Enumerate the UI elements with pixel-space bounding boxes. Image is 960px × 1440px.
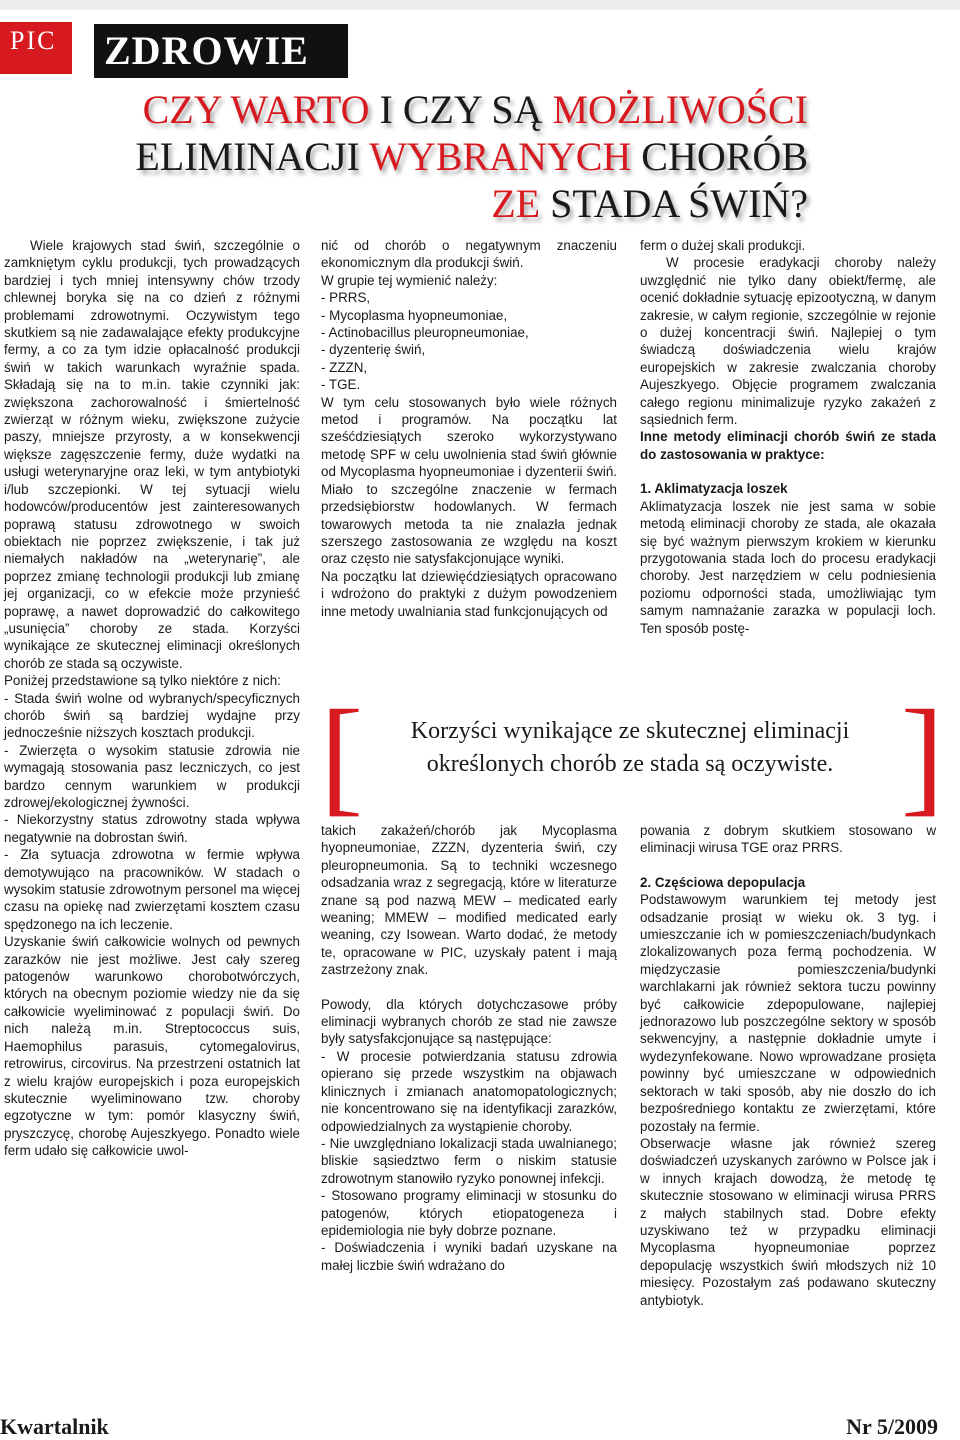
headline-part: CHORÓB [631,134,808,179]
list-item: - Actinobacillus pleuropneumoniae, [321,325,529,341]
article-column-3-lower [640,822,936,1309]
list-item: - Doświadczenia i wyniki badań uzyskane na małej liczbie świń wdrażano do [321,1240,617,1273]
section-label: ZDROWIE [104,28,309,73]
headline-part: CZY WARTO [142,87,370,132]
list-item: - Niekorzystny status zdrowotny stada wpływa negatywnie na dobrostan świń. [4,812,300,845]
paragraph: W grupie tej wymienić należy: [321,272,498,288]
list-item: - dyzenterię świń, [321,342,426,358]
article-headline [135,86,808,227]
paragraph: takich zakażeń/chorób jak Mycoplasma hyopneumoniae, ZZZN, dyzenteria świń, czy pleuropneumonia. Są to techniki wczesnego odsadzania wraz z segregacją, które w literaturze znane są pod nazwą MEW – medicated early weaning; MMEW – modified medicated early weaning, czy Isowean. Warto dodać, że metody te, opracowane w PIC, uzyskały patent i mają zastrzeżony znak. [321,823,617,978]
paragraph: Podstawowym warunkiem tej metody jest odsadzanie prosiąt w wieku ok. 3 tyg. i umieszczanie ich w pomieszczeniach/budynkach zlokalizowanych poza fermą pochodzenia. W międzyczasie pomieszczenia/budynki warchlakarni jak również sektora tuczu powinny być całkowicie zdepopulowane, najlepiej jednorazowo lub poszczególne sektory w sposób sekwencyjny, a następnie dokładnie umyte i wydezynfekowane. Nowo wprowadzane prosięta powinny być umieszczane w odpowiednich sektorach w taki sposób, aby nie doszło do ich bezpośredniego kontaktu ze zwierzętami, które pozostały na fermie. [640,892,936,1134]
paragraph: Aklimatyzacja loszek nie jest sama w sobie metodą eliminacji choroby ze stada, ale okazała się być ważnym pierwszym krokiem w kierunku przygotowania stada loch do procesu eradykacji choroby. Jest narzędziem w celu podniesienia poziomu odporności stada, umożliwiając tym samym namnażanie zarazka w populacji loch. Ten sposób postę- [640,498,936,636]
list-item: - W procesie potwierdzania statusu zdrowia opierano się przede wszystkim na objawach klinicznych i zmianach anatomopatologicznych; nie koncentrowano się na identyfikacji zarazków, odpowiedzialnych za wystąpienie choroby. [321,1048,617,1134]
paragraph: Obserwacje własne jak również szereg doświadczeń uzyskanych zarówno w Polsce jak i w innych krajach dowodzą, że metodę tę skutecznie stosowano w eliminacji wirusa PRRS z małych stabilnych stad. Dobre efekty uzyskiwano też w przypadku eliminacji Mycoplasma hyopneumoniae poprzez depopulację wszystkich świń młodszych niż 10 miesięcy. Pozostałym zaś podawano skuteczny antybiotyk. [640,1135,936,1308]
list-item: - PRRS, [321,290,371,306]
article-column-2-lower [321,822,617,1274]
headline-line-2 [135,133,808,180]
list-item: - Nie uwzględniano lokalizacji stada uwalnianego; bliskie sąsiedztwo ferm o niskim statusie zdrowotnym stanowiło ryzyko ponownej infekcji. [321,1135,617,1186]
headline-part: MOŻLIWOŚCI [552,87,808,132]
list-item: - Mycoplasma hyopneumoniae, [321,307,508,323]
left-bracket-icon: [ [320,684,364,828]
list-item: - Stada świń wolne od wybranych/specyficznych chorób świń są bardziej wydajne przy jednocześnie niższych kosztach produkcji. [4,690,300,741]
pull-quote-text [362,715,898,781]
paragraph: W procesie eradykacji choroby należy uwzględnić nie tylko dany obiekt/fermę, ale ocenić dokładnie sytuację epizootyczną, w danym zakresie, w całym regionie, szczególnie w rejonie o dużej koncentracji świń. Najlepiej o tym świadczą doświadczenia wielu krajów europejskich w zakresie zwalczania choroby Aujeszkyego. Objęcie programem zwalczania całego regionu minimalizuje ryzyko zakażeń z sąsiednich ferm. [640,255,936,428]
list-item: - Zła sytuacja zdrowotna w fermie wpływa demotywująco na pracowników. W stadach o wysokim statusie zdrowotnym personel ma więcej czasu na opiekę nad zwierzętami kosztem czasu spędzonego na ich leczenie. [4,847,300,932]
paragraph: Wiele krajowych stad świń, szczególnie o zamkniętym cyklu produkcji, tych prowadzących bardziej i tych mniej intensywny chów trzody chlewnej boryka się na co dzień z różnymi problemami zdrowotnymi. Oczywistym tego skutkiem są nie zadawalające efekty produkcyjne fermy, a co za tym idzie opłacalność produkcji świń w takich warunkach wyraźnie spada. Składają się na to m.in. takie czynniki jak: zwiększona zachorowalność i śmiertelność zwierząt w różnym wieku, zwiększone zużycie paszy, mniejsze przyrosty, a w konsekwencji większe zagęszczenie fermy, duże wydatki na usługi weterynaryjne oraz leki, w tym antybiotyki i/lub szczepionki. W tej sytuacji wielu hodowców/producentów jest zainteresowanych poprawą statusu zdrowotnego w swoich obiektach nie poprzez zwiększenie, i tak już niemałych nakładów na „weterynarię”, ale poprzez zmianę technologii produkcji lub zmianę jej organizacji, co w efekcie może przynieść poprawę, a nawet doprowadzić do całkowitego „usunięcia” choroby ze stada. Korzyści wynikające ze skutecznej eliminacji określonych chorób ze stada są oczywiste. [4,238,300,671]
subheading: 2. Częściowa depopulacja [640,874,806,890]
subheading: 1. Aklimatyzacja loszek [640,481,788,497]
paragraph: Powody, dla których dotychczasowe próby eliminacji wybranych chorób ze stad nie zawsze były satysfakcjonujące są następujące: [321,996,617,1047]
article-column-1 [4,237,300,1160]
paragraph: Uzyskanie świń całkowicie wolnych od pewnych zarazków nie jest możliwe. Jest cały szereg patogenów warunkowo chorobotwórczych, których na obecnym poziomie wiedzy nie da się całkowicie wyeliminować z populacji świń. Do nich należą m.in. Streptococcus suis, Haemophilus parasuis, cytomegalovirus, retrowirus, circovirus. Na przestrzeni ostatnich lat z wielu krajów europejskich i poza europejskich skutecznie wyeliminowano tzw. choroby egzotyczne w tym: pomór klasyczny świń, pryszczycę, chorobę Aujeszkyego. Ponadto wiele ferm udało się całkowicie uwol- [4,934,300,1159]
pull-quote [320,684,944,828]
paragraph: W tym celu stosowanych było wiele różnych metod i programów. Na początku lat sześćdziesiątych szeroko wykorzystywano metodę SPF w celu uwolnienia stad świń głównie od Mycoplasma hyopneumoniae i dyzenterii świń. Miało to szczególne znaczenie w fermach przedsiębiorstw hodowlanych. W fermach towarowych metoda ta nie znalazła jednak szerszego zastosowania ze względu na koszt oraz często nie satysfakcjonujące wyniki. [321,394,617,567]
section-title [94,24,348,78]
list-item: - ZZZN, [321,359,368,375]
paragraph: Na początku lat dziewięćdziesiątych opracowano i wdrożono do praktyki z dużym powodzeniem inne metody uwalniania stad funkcjonujących od [321,568,617,619]
publication-name: Kwartalnik [0,1414,109,1439]
headline-line-3 [135,180,808,227]
pull-quote-line: określonych chorób ze stada są oczywiste. [426,751,834,777]
brand-label: PIC [10,26,57,55]
paragraph: ferm o dużej skali produkcji. [640,238,806,253]
paragraph: nić od chorób o negatywnym znaczeniu ekonomicznym dla produkcji świń. [321,238,617,271]
list-item: - Zwierzęta o wysokim statusie zdrowia nie wymagają stosowania pasz leczniczych, co jest bardzo cennym warunkiem w produkcji zdrowej/ekologicznej żywności. [4,742,300,810]
headline-line-1 [135,86,808,133]
page-footer [0,1414,960,1439]
headline-part: WYBRANYCH [369,134,632,179]
brand-logo [0,22,72,74]
list-item: - TGE. [321,377,361,393]
article-column-3 [640,237,936,637]
headline-part: I CZY SĄ [369,87,553,132]
list-item: - Stosowano programy eliminacji w stosunku do patogenów, których etiopatogeneza i epidemiologia nie były dobrze poznane. [321,1188,617,1238]
top-bar [0,0,960,10]
issue-number: Nr 5/2009 [846,1414,938,1439]
headline-part: ZE [491,181,541,226]
paragraph: powania z dobrym skutkiem stosowano w eliminacji wirusa TGE oraz PRRS. [640,823,936,856]
paragraph: Poniżej przedstawione są tylko niektóre z nich: [4,673,281,689]
pull-quote-line: Korzyści wynikające ze skutecznej eliminacji [410,718,850,744]
right-bracket-icon: ] [900,684,944,828]
headline-part: ELIMINACJI [135,134,370,179]
article-column-2 [321,237,617,620]
subheading: Inne metody eliminacji chorób świń ze stada do zastosowania w praktyce: [640,429,936,462]
headline-part: STADA ŚWIŃ? [540,181,808,226]
